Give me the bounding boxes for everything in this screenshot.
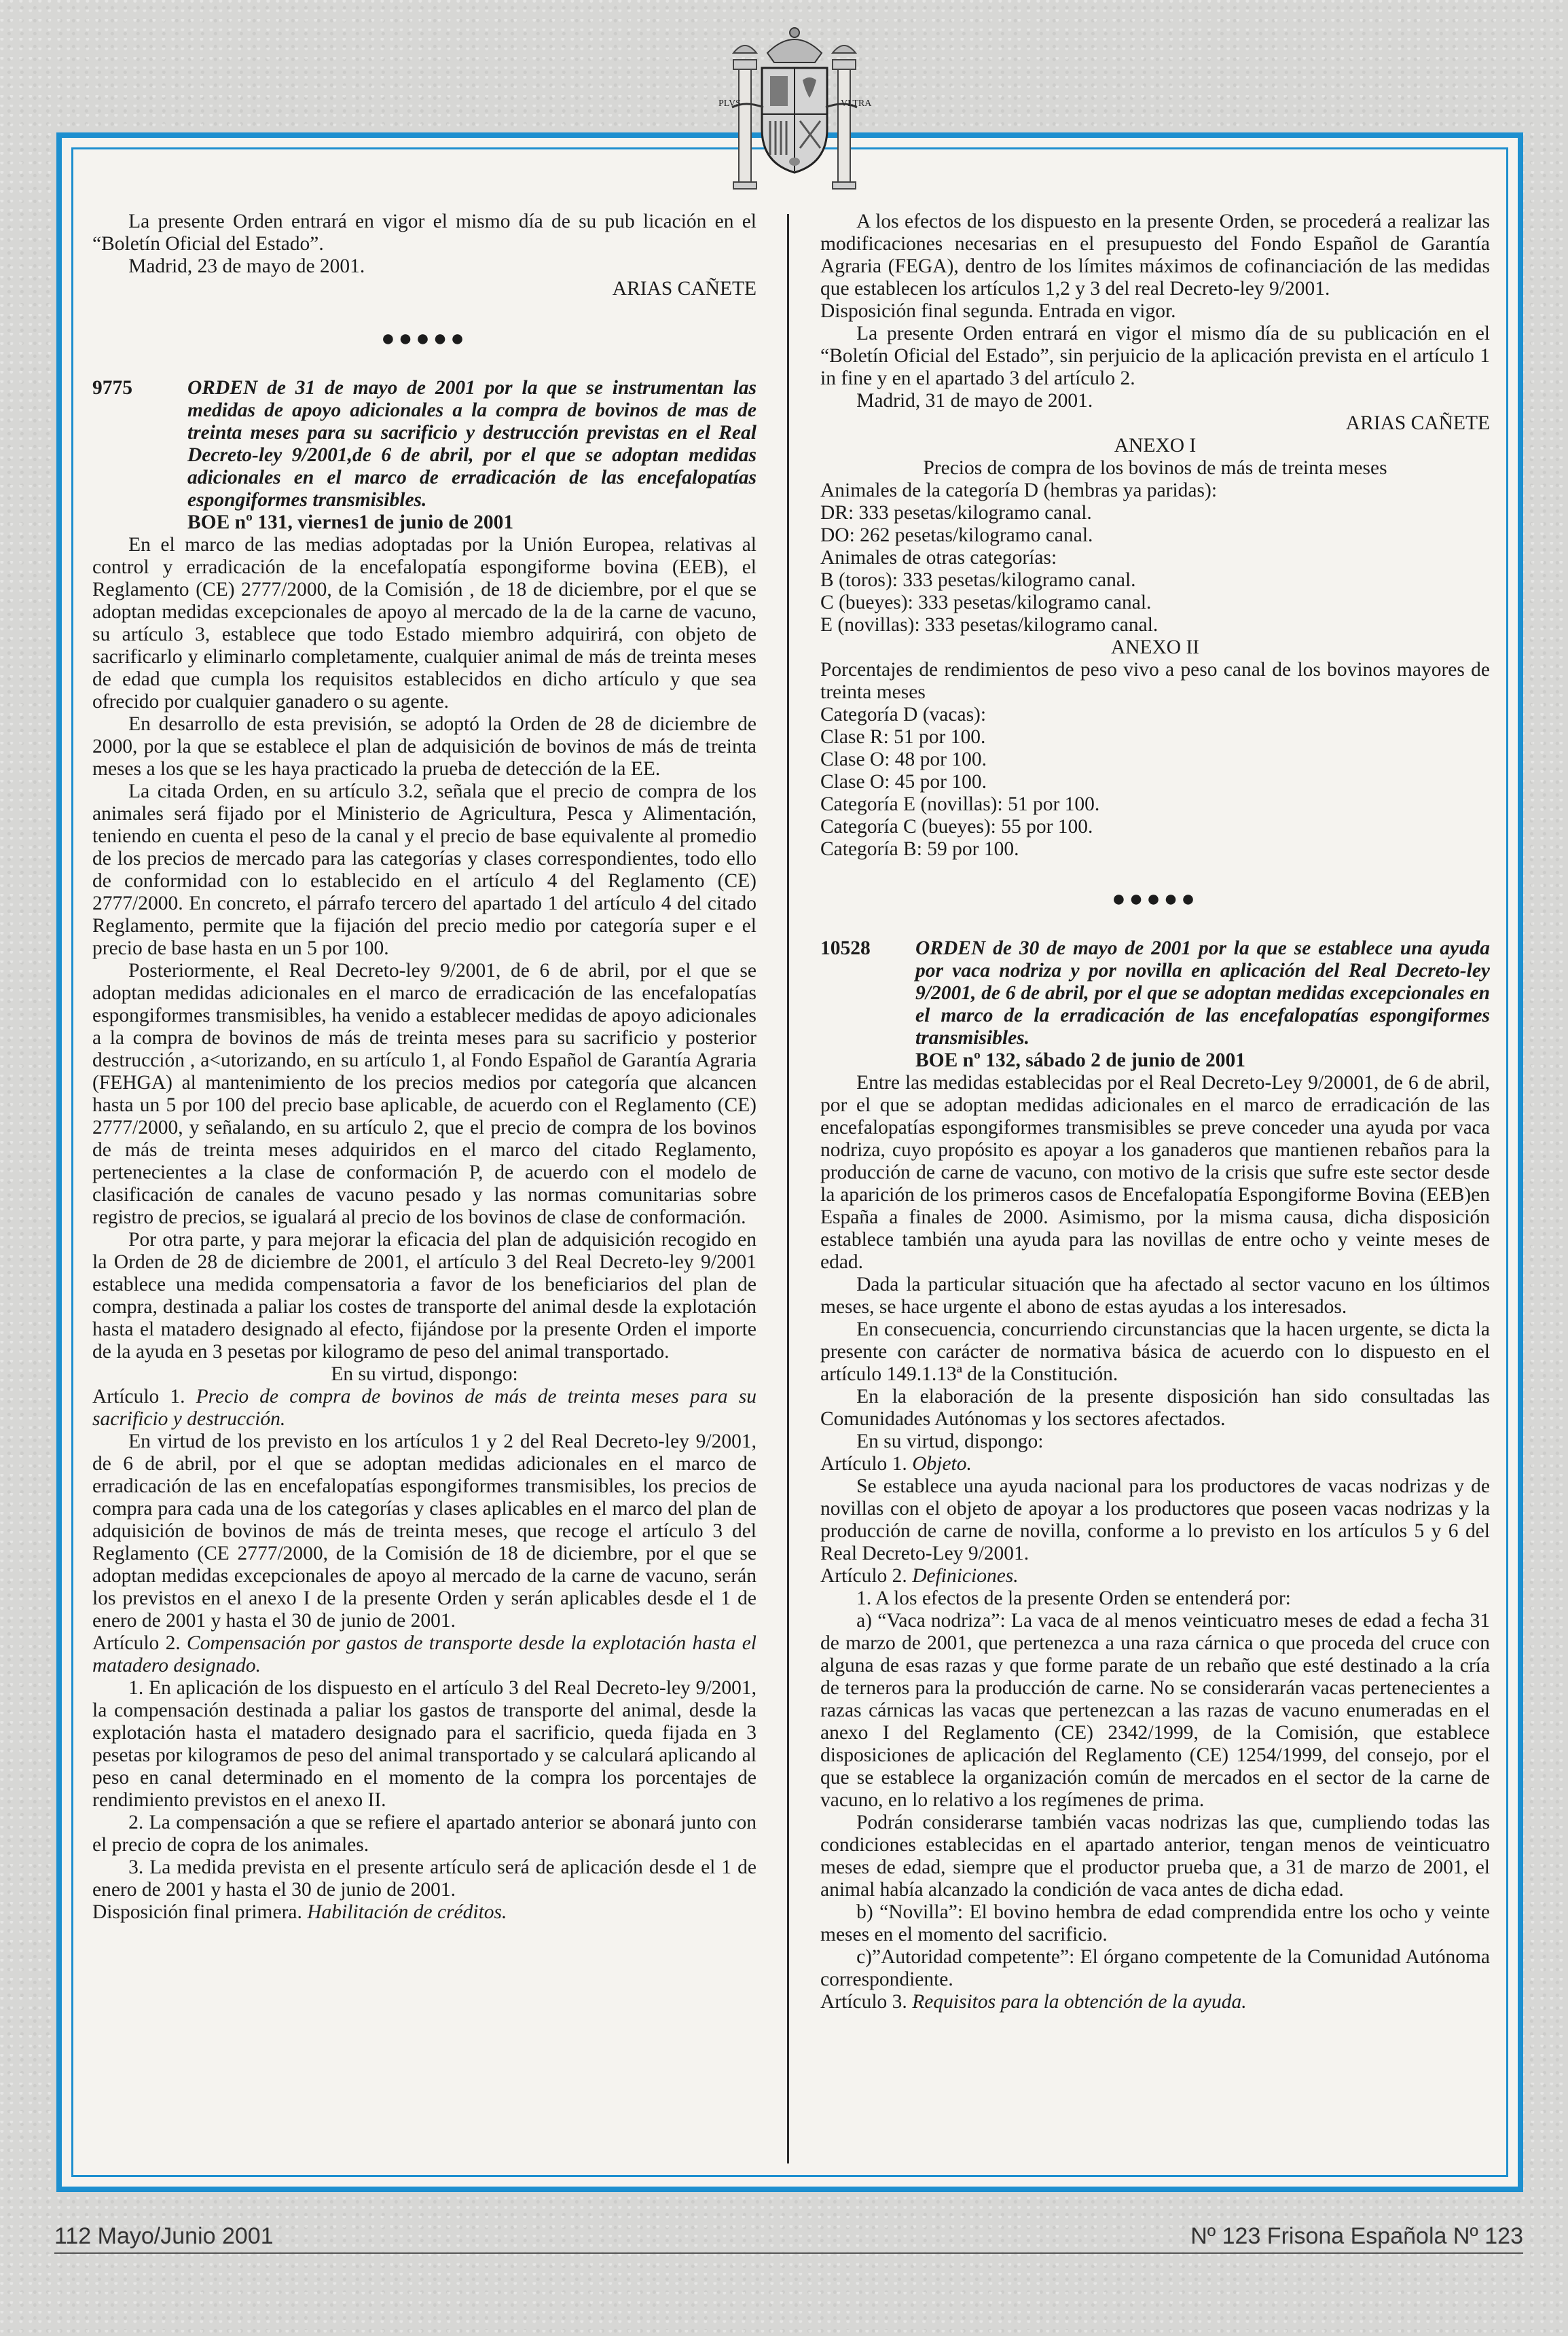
annex-2-line: Categoría B: 59 por 100. xyxy=(820,838,1019,860)
intro-paragraph: La presente Orden entrará en vigor el mismo día de su pub licación en el “Boletín Oficial del Estado”. xyxy=(92,211,756,255)
body-paragraph: A los efectos de los dispuesto en la presente Orden, se procederá a realizar las modificaciones necesarias en el presupuesto del Fondo Español de Garantía Agraria (FEGA), dentro de los límites máximos de cofinanciación de las medidas que establecen los artículos 1,2 y 3 del real Decreto-ley 9/2001. xyxy=(820,211,1490,300)
body-paragraph: Por otra parte, y para mejorar la eficacia del plan de adquisición recogido en la Orden de 28 de diciembre de 2001, el artículo 3 del Real Decreto-ley 9/2001 establece una medida compensatoria a favor de los beneficiarios del plan de compra, destinada a paliar los costes de transporte del animal desde la explotación hasta el matadero designado al efecto, fijándose por la presente Orden el importe de la ayuda en 3 pesetas por kilogramo de peso del animal transportado. xyxy=(92,1229,756,1363)
coat-of-arms xyxy=(713,26,876,196)
article-1-heading xyxy=(92,1386,756,1431)
footer-rule xyxy=(54,2252,1523,2254)
article-3-heading xyxy=(820,1991,1490,2013)
boe-reference: BOE nº 132, sábado 2 de junio de 2001 xyxy=(915,1049,1245,1071)
signing-date: Madrid, 31 de mayo de 2001. xyxy=(856,390,1093,412)
article-title: Objeto. xyxy=(912,1453,972,1475)
body-paragraph: Posteriormente, el Real Decreto-ley 9/2001, de 6 de abril, por el que se adoptan medidas adicionales en el marco de erradicación de las encefalopatías espongiformes transmisibles, ha venido a establecer medidas de apoyo adicionales a la compra de bovinos de más de treinta meses para su sacrificio y posterior destrucción , a<utorizando, en su artículo 1, al Fondo Español de Garantía Agraria (FEHGA) al mantenimiento de los precios medios por categoría que alcancen hasta un 5 por 100 del precio base aplicable, de acuerdo con el Reglamento (CE) 2777/2000, y señalando, en su artículo 2, que el precio de compra de los bovinos de más de treinta meses adquiridos en el marco del citado Reglamento, pertenecientes a la clase de conformación P, de acuerdo con el modelo de clasificación de canales de vacuno pesado y las normas comunitarias sobre registro de precios, se igualará al precio de los bovinos de clase de conformación. xyxy=(92,960,756,1228)
intro-date: Madrid, 23 de mayo de 2001. xyxy=(128,255,365,277)
signature: ARIAS CAÑETE xyxy=(612,278,756,300)
provision-label: Disposición final primera. xyxy=(92,1901,302,1923)
dispongo-line: En su virtud, dispongo: xyxy=(856,1431,1044,1452)
annex-2-line: Clase O: 48 por 100. xyxy=(820,749,987,770)
annex-1-subtitle: Precios de compra de los bovinos de más de treinta meses xyxy=(923,457,1387,479)
annex-1-line: Animales de otras categorías: xyxy=(820,547,1057,569)
crest-graphic xyxy=(713,26,876,196)
order-heading xyxy=(92,377,756,511)
annex-2-line: Clase R: 51 por 100. xyxy=(820,726,986,748)
article-2-paragraph: 1. En aplicación de los dispuesto en el artículo 3 del Real Decreto-ley 9/2001, la compensación destinada a paliar los gastos de transporte del animal, desde la explotación hasta el matadero designado para el sacrificio, queda fijada en 3 pesetas por kilogramos de peso del animal transportado y se calculará aplicando al peso en canal determinado en el momento de la compra los porcentajes de rendimiento previstos en el anexo II. xyxy=(92,1677,756,1811)
body-paragraph: En el marco de las medias adoptadas por la Unión Europea, relativas al control y erradicación de la encefalopatía espongiforme bovina (EEB), el Reglamento (CE) 2777/2000, de la Comisión , de 18 de diciembre, por el que se adoptan medidas excepcionales de apoyo al mercado de la de la carne de vacuno, su artículo 3, establece que todo Estado miembro adquirirá, con objeto de sacrificarlo y eliminarlo completamente, cualquier animal de más de treinta meses de edad que cumpla los requisitos establecidos en dicho artículo y que sea ofrecido por cualquier ganadero o su agente. xyxy=(92,534,756,713)
order-title: ORDEN de 31 de mayo de 2001 por la que se instrumentan las medidas de apoyo adicionales a la compra de bovinos de mas de treinta meses para su sacrificio y destrucción previstas en el Real Decreto-ley 9/2001,de 6 de abril, por el que se adoptan medidas adicionales en el marco de erradicación de las encefalopatías espongiformes transmisibles. xyxy=(187,377,756,511)
body-paragraph: La presente Orden entrará en vigor el mismo día de su publicación en el “Boletín Oficial del Estado”, sin perjuicio de la aplicación prevista en el artículo 1 in fine y en el apartado 3 del artículo 2. xyxy=(820,323,1490,389)
annex-2-title: ANEXO II xyxy=(1110,636,1200,658)
section-separator: ●●●●● xyxy=(381,326,468,351)
article-label: Artículo 2. xyxy=(820,1565,907,1587)
article-2-paragraph: 1. A los efectos de la presente Orden se entenderá por: xyxy=(856,1587,1291,1609)
article-title: Compensación por gastos de transporte desde la explotación hasta el matadero designado. xyxy=(92,1632,757,1676)
article-2-paragraph: b) “Novilla”: El bovino hembra de edad comprendida entre los ocho y veinte meses en el momento del sacrificio. xyxy=(820,1901,1490,1945)
order-heading xyxy=(820,937,1490,1049)
annex-2-line: Clase O: 45 por 100. xyxy=(820,771,987,793)
order-number: 10528 xyxy=(820,937,871,959)
annex-1-line: DO: 262 pesetas/kilogramo canal. xyxy=(820,524,1093,546)
annex-2-line: Categoría E (novillas): 51 por 100. xyxy=(820,793,1100,815)
dispongo-line: En su virtud, dispongo: xyxy=(331,1363,518,1385)
annex-1-line: DR: 333 pesetas/kilogramo canal. xyxy=(820,502,1092,524)
final-provision-heading xyxy=(92,1901,756,1924)
left-column xyxy=(92,211,756,2160)
crest-motto-left: PLVS xyxy=(718,98,741,109)
article-title: Definiciones. xyxy=(912,1565,1019,1587)
boe-reference: BOE nº 131, viernes1 de junio de 2001 xyxy=(187,511,514,533)
article-label: Artículo 1. xyxy=(820,1453,907,1475)
section-separator: ●●●●● xyxy=(1112,886,1199,912)
article-1-text: Se establece una ayuda nacional para los productores de vacas nodrizas y de novillas con el objeto de apoyar a los productores que poseen vacas nodrizas y la producción de carne de novilla, conforme a lo previsto en los artículos 5 y 6 del Real Decreto-Ley 9/2001. xyxy=(820,1475,1490,1564)
right-column xyxy=(820,211,1490,2160)
body-paragraph: Dada la particular situación que ha afectado al sector vacuno en los últimos meses, se hace urgente el abono de estas ayudas a los interesados. xyxy=(820,1274,1490,1318)
article-label: Artículo 3. xyxy=(820,1991,907,2013)
annex-2-line: Categoría D (vacas): xyxy=(820,704,987,725)
final-provision-second: Disposición final segunda. Entrada en vigor. xyxy=(820,300,1176,322)
annex-1-line: Animales de la categoría D (hembras ya paridas): xyxy=(820,480,1218,501)
signature: ARIAS CAÑETE xyxy=(1345,412,1490,434)
annex-2-line: Categoría C (bueyes): 55 por 100. xyxy=(820,816,1093,838)
article-1-heading xyxy=(820,1453,1490,1475)
crest-motto-right: VLTRA xyxy=(841,98,872,109)
article-title: Precio de compra de bovinos de más de treinta meses para su sacrificio y destrucción. xyxy=(92,1386,757,1430)
annex-2-line: Porcentajes de rendimientos de peso vivo a peso canal de los bovinos mayores de treinta meses xyxy=(820,659,1490,703)
annex-1-line: E (novillas): 333 pesetas/kilogramo canal. xyxy=(820,614,1159,636)
provision-title: Habilitación de créditos. xyxy=(307,1901,507,1923)
article-2-paragraph: a) “Vaca nodriza”: La vaca de al menos veinticuatro meses de edad a fecha 31 de marzo de 2001, que pertenezca a una raza cárnica o que proceda del cruce con alguna de esas razas y que forme parate de un rebaño que esté destinado a la cría de terneros para la producción de carne. No se considerarán vacas pertenecientes a razas cárnicas las vacas que pertenezcan a las razas de vacuno enumeradas en el anexo I del Reglamento (CE) 2342/1999, de la Comisión, que establece disposiciones de aplicación del Reglamento (CE) 1254/1999, del consejo, por el que se establece la organización común de mercados en el sector de la carne de vacuno, en lo relativo a los regímenes de prima. xyxy=(820,1610,1490,1811)
article-2-paragraph: Podrán considerarse también vacas nodrizas las que, cumpliendo todas las condiciones establecidas en el apartado anterior, tengan menos de veinticuatro meses de edad, siempre que el productor prueba que, a 31 de marzo de 2001, el animal había alcanzado la condición de vaca antes de dicha edad. xyxy=(820,1812,1490,1901)
article-2-heading xyxy=(92,1632,756,1677)
article-title: Requisitos para la obtención de la ayuda. xyxy=(912,1991,1247,2013)
body-paragraph: En desarrollo de esta previsión, se adoptó la Orden de 28 de diciembre de 2000, por la que se establece el plan de adquisición de bovinos de más de treinta meses a los que se les haya practicado la prueba de detección de la EE. xyxy=(92,713,756,780)
article-label: Artículo 1. xyxy=(92,1386,185,1407)
article-2-heading xyxy=(820,1565,1490,1587)
order-number: 9775 xyxy=(92,377,132,399)
order-title: ORDEN de 30 de mayo de 2001 por la que se establece una ayuda por vaca nodriza y por novilla en aplicación del Real Decreto-ley 9/2001, de 6 de abril, por el que se adoptan medidas excepcionales en el marco de la erradicación de las encefalopatías espongiformes transmisibles. xyxy=(915,937,1490,1049)
annex-1-line: B (toros): 333 pesetas/kilogramo canal. xyxy=(820,569,1136,591)
article-1-text: En virtud de los previsto en los artículos 1 y 2 del Real Decreto-ley 9/2001, de 6 de abril, por el que se adoptan medidas adicionales en el marco de erradicación de las en encefalopatías espongiformes transmisibles, los precios de compra para cada una de los categorías y clases aplicables en el marco del plan de adquisición de bovinos de más de treinta meses, que recoge el artículo 3 del Reglamento (CE 2777/2000, de la Comisión de 18 de diciembre, por el que se adoptan medidas excepcionales de apoyo al mercado de la carne de vacuno, serán los previstos en el anexo I de la presente Orden y serán aplicables desde el 1 de enero de 2001 y hasta el 30 de junio de 2001. xyxy=(92,1431,756,1632)
footer-publication: Nº 123 Frisona Española Nº 123 xyxy=(1190,2223,1523,2249)
annex-1-line: C (bueyes): 333 pesetas/kilogramo canal. xyxy=(820,592,1152,613)
body-paragraph: Entre las medidas establecidas por el Real Decreto-Ley 9/20001, de 6 de abril, por el que se adoptan medidas adicionales en el marco de erradicación de las encefalopatías espongiformes transmisibles se preve conceder una ayuda por vaca nodriza, cuyo propósito es apoyar a los ganaderos que mantienen rebaños para la producción de carne de vacuno, con motivo de la crisis que sufre este sector desde la aparición de los primeros casos de Encefalopatía Espongiforme Bovina (EEB)en España a finales de 2000. Asimismo, por la misma causa, dicha disposición establece también una ayuda para las novillas de entre ocho y veinte meses de edad. xyxy=(820,1072,1490,1273)
article-label: Artículo 2. xyxy=(92,1632,181,1654)
article-2-paragraph: 2. La compensación a que se refiere el apartado anterior se abonará junto con el precio de copra de los animales. xyxy=(92,1812,756,1856)
annex-1-title: ANEXO I xyxy=(1114,435,1197,456)
article-2-paragraph: 3. La medida prevista en el presente artículo será de aplicación desde el 1 de enero de 2001 y hasta el 30 de junio de 2001. xyxy=(92,1856,756,1901)
body-paragraph: En consecuencia, concurriendo circunstancias que la hacen urgente, se dicta la presente con carácter de normativa básica de acuerdo con lo dispuesto en el artículo 149.1.13ª de la Constitución. xyxy=(820,1318,1490,1385)
body-paragraph: En la elaboración de la presente disposición han sido consultadas las Comunidades Autónomas y los sectores afectados. xyxy=(820,1386,1490,1430)
column-divider xyxy=(787,214,789,2163)
body-paragraph: La citada Orden, en su artículo 3.2, señala que el precio de compra de los animales será fijado por el Ministerio de Agricultura, Pesca y Alimentación, teniendo en cuenta el peso de la canal y el precio de base equivalente al promedio de los precios de mercado para las categorías y clases correspondientes, todo ello de conformidad con lo establecido en el artículo 4 del Reglamento (CE) 2777/2000. En concreto, el párrafo tercero del apartado 1 del artículo 4 del citado Reglamento, permite que la fijación del precio medio por categoría super e el precio de base hasta en un 5 por 100. xyxy=(92,780,756,959)
footer-page-info: 112 Mayo/Junio 2001 xyxy=(54,2223,274,2249)
article-2-paragraph: c)”Autoridad competente”: El órgano competente de la Comunidad Autónoma correspondiente. xyxy=(820,1946,1490,1990)
